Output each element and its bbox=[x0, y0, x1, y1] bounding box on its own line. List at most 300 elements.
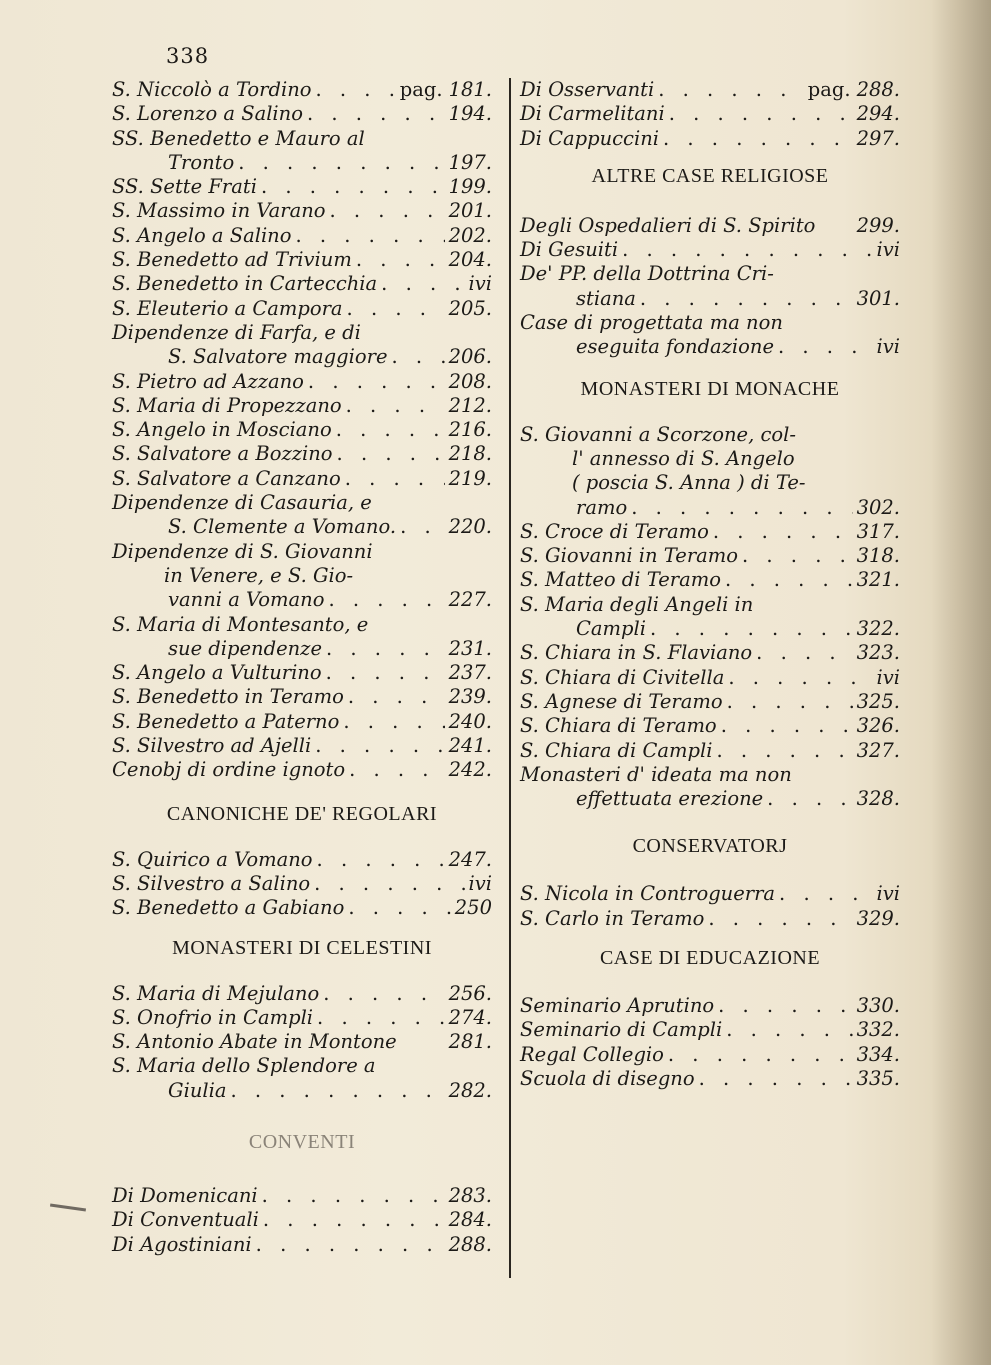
page-ref: 328. bbox=[856, 787, 900, 811]
entry-row bbox=[520, 714, 900, 738]
entry-page bbox=[449, 734, 492, 758]
entry-title: Di Gesuiti bbox=[520, 238, 619, 262]
index-entry bbox=[112, 418, 492, 442]
entry-page bbox=[857, 520, 900, 544]
entry-title: Degli Ospedalieri di S. Spirito bbox=[520, 213, 816, 237]
page-ref: 239. bbox=[448, 685, 492, 709]
page-ref: 302. bbox=[856, 495, 900, 519]
entry-title: S. Salvatore maggiore bbox=[168, 345, 388, 369]
entry-line: in Venere, e S. Gio- bbox=[164, 563, 354, 587]
page-number: 338 bbox=[166, 44, 210, 68]
leader-dots bbox=[699, 1067, 853, 1091]
entry-row bbox=[112, 175, 492, 199]
page-ref: 204. bbox=[448, 248, 492, 272]
entry-page bbox=[877, 666, 901, 690]
page-ref: 220. bbox=[448, 515, 492, 539]
column-divider bbox=[509, 78, 511, 1278]
entry-title: S. Angelo a Salino bbox=[112, 223, 292, 247]
entry-title: Tronto bbox=[168, 150, 235, 174]
index-entry bbox=[112, 982, 492, 1006]
entry-row bbox=[112, 515, 492, 539]
page-ref: 231. bbox=[448, 636, 492, 660]
entry-title: Seminario Aprutino bbox=[520, 994, 715, 1018]
entry-page bbox=[449, 710, 492, 734]
entry-line: Dipendenze di Farfa, e di bbox=[112, 320, 361, 344]
entry-page bbox=[449, 758, 492, 782]
leader-dots bbox=[337, 442, 445, 466]
index-entry bbox=[112, 1006, 492, 1030]
page-ref: 219. bbox=[448, 466, 492, 490]
entry-title: S. Quirico a Vomano bbox=[112, 847, 313, 871]
page-ref: 256. bbox=[448, 981, 492, 1005]
page-ref: ivi bbox=[468, 871, 492, 895]
entry-row bbox=[520, 496, 900, 520]
index-entry bbox=[520, 1067, 900, 1091]
page-ref: 294. bbox=[856, 102, 900, 126]
entry-title: Di Agostiniani bbox=[112, 1232, 252, 1256]
leader-dots bbox=[261, 175, 445, 199]
entry-title: S. Lorenzo a Salino bbox=[112, 102, 303, 126]
entry-title: S. Massimo in Varano bbox=[112, 199, 326, 223]
index-entry bbox=[112, 370, 492, 394]
entry-row bbox=[112, 467, 492, 491]
entry-page bbox=[857, 641, 900, 665]
leader-dots bbox=[668, 1043, 853, 1067]
page-ref: 281. bbox=[448, 1030, 492, 1054]
section-heading-altre-case: ALTRE CASE RELIGIOSE bbox=[591, 164, 829, 187]
leader-dots bbox=[316, 78, 396, 102]
index-entry bbox=[520, 262, 900, 311]
entry-title: Seminario di Campli bbox=[520, 1018, 723, 1042]
entry-row bbox=[112, 982, 492, 1006]
index-entry bbox=[520, 763, 900, 812]
index-entry bbox=[112, 321, 492, 370]
leader-dots bbox=[328, 588, 444, 612]
entry-row bbox=[520, 214, 900, 238]
entry-page bbox=[857, 1043, 900, 1067]
entry-title: S. Matteo di Teramo bbox=[520, 568, 721, 592]
leader-dots bbox=[262, 1184, 445, 1208]
page-ref: 318. bbox=[856, 544, 900, 568]
entry-page bbox=[449, 345, 492, 369]
entry-title: S. Silvestro a Salino bbox=[112, 871, 311, 895]
entry-row bbox=[520, 544, 900, 568]
section-heading-conservatorj: CONSERVATORJ bbox=[632, 835, 788, 858]
page-ref: ivi bbox=[876, 882, 900, 906]
leader-dots bbox=[346, 394, 445, 418]
page-ref: 332. bbox=[856, 1018, 900, 1042]
entry-row bbox=[112, 151, 492, 175]
leader-dots bbox=[767, 787, 852, 811]
leader-dots bbox=[640, 287, 853, 311]
entry-row bbox=[112, 345, 492, 369]
entry-title: S. Nicola in Controguerra bbox=[520, 882, 776, 906]
entry-title: S. Benedetto in Teramo bbox=[112, 685, 344, 709]
page-ref: 197. bbox=[448, 150, 492, 174]
page-ref: 297. bbox=[856, 126, 900, 150]
index-entry bbox=[112, 248, 492, 272]
page-ref: 283. bbox=[448, 1183, 492, 1207]
index-entry bbox=[112, 1054, 492, 1103]
leader-dots bbox=[307, 102, 445, 126]
entry-title: effettuata erezione bbox=[576, 787, 764, 811]
pencil-mark bbox=[50, 1204, 86, 1212]
index-entry bbox=[520, 1018, 900, 1042]
leader-dots bbox=[323, 982, 444, 1006]
leader-dots bbox=[400, 515, 445, 539]
entry-page bbox=[455, 896, 492, 920]
pag-label: pag. bbox=[399, 78, 443, 101]
entry-page bbox=[857, 907, 900, 931]
leader-dots bbox=[381, 272, 464, 296]
index-entry bbox=[520, 593, 900, 642]
index-entry bbox=[520, 907, 900, 931]
page-ref: 299. bbox=[856, 213, 900, 237]
index-entry bbox=[112, 613, 492, 662]
entry-row bbox=[112, 661, 492, 685]
entry-row bbox=[520, 739, 900, 763]
page-ref: 330. bbox=[856, 994, 900, 1018]
entry-title: S. Benedetto a Paterno bbox=[112, 709, 340, 733]
page-ref: 327. bbox=[856, 738, 900, 762]
entry-page bbox=[857, 127, 900, 151]
entry-row bbox=[520, 1043, 900, 1067]
entry-title: Campli bbox=[576, 617, 646, 641]
page-ref: ivi bbox=[876, 665, 900, 689]
index-entry bbox=[112, 896, 492, 920]
leader-dots bbox=[718, 994, 852, 1018]
leader-dots bbox=[330, 199, 445, 223]
page-ref: 329. bbox=[856, 906, 900, 930]
page-ref: 334. bbox=[856, 1042, 900, 1066]
entry-title: S. Angelo a Vulturino bbox=[112, 661, 322, 685]
index-entry bbox=[112, 467, 492, 491]
page-ref: 317. bbox=[856, 519, 900, 543]
entry-title: S. Pietro ad Azzano bbox=[112, 369, 304, 393]
page-ref: 288. bbox=[448, 1232, 492, 1256]
entry-title: stiana bbox=[576, 286, 636, 310]
entry-title: S. Agnese di Teramo bbox=[520, 689, 723, 713]
page-ref: 274. bbox=[448, 1005, 492, 1029]
entry-page bbox=[449, 1030, 492, 1054]
right-block-3 bbox=[520, 423, 900, 812]
index-entry bbox=[112, 1184, 492, 1208]
index-entry bbox=[112, 661, 492, 685]
entry-title: Di Osservanti bbox=[520, 78, 655, 101]
index-entry bbox=[520, 714, 900, 738]
page-ref: 227. bbox=[448, 588, 492, 612]
entry-row bbox=[520, 102, 900, 126]
entry-row bbox=[112, 394, 492, 418]
leader-dots bbox=[256, 1233, 445, 1257]
leader-dots bbox=[756, 641, 852, 665]
leader-dots bbox=[326, 637, 445, 661]
entry-row bbox=[112, 896, 492, 920]
entry-page bbox=[449, 848, 492, 872]
entry-row bbox=[112, 272, 492, 296]
entry-page bbox=[469, 272, 493, 296]
entry-page bbox=[449, 661, 492, 685]
entry-title: SS. Sette Frati bbox=[112, 175, 257, 199]
index-entry bbox=[112, 1233, 492, 1257]
index-entry bbox=[112, 710, 492, 734]
index-entry bbox=[112, 1208, 492, 1232]
index-entry bbox=[112, 127, 492, 176]
left-column bbox=[112, 78, 492, 1257]
entry-row bbox=[112, 1030, 492, 1054]
leader-dots bbox=[348, 896, 450, 920]
right-block-2 bbox=[520, 214, 900, 360]
entry-title: S. Giovanni in Teramo bbox=[520, 544, 739, 568]
entry-page bbox=[449, 982, 492, 1006]
entry-title: Di Conventuali bbox=[112, 1208, 259, 1232]
entry-title: S. Chiara di Civitella bbox=[520, 665, 725, 689]
entry-row bbox=[112, 199, 492, 223]
page-ref: 216. bbox=[448, 418, 492, 442]
entry-page bbox=[857, 496, 900, 520]
page-ref: 181. bbox=[448, 78, 492, 101]
entry-title: S. Croce di Teramo bbox=[520, 519, 709, 543]
leader-dots bbox=[317, 1006, 445, 1030]
page-ref: 205. bbox=[448, 296, 492, 320]
page-ref: 301. bbox=[856, 286, 900, 310]
entry-page bbox=[449, 442, 492, 466]
entry-line: S. Maria dello Splendore a bbox=[112, 1054, 376, 1078]
entry-title: S. Maria di Propezzano bbox=[112, 393, 342, 417]
index-entry bbox=[520, 690, 900, 714]
leader-dots bbox=[356, 248, 445, 272]
entry-row bbox=[520, 1067, 900, 1091]
entry-title: Cenobj di ordine ignoto bbox=[112, 758, 346, 782]
entry-title: S. Chiara in S. Flaviano bbox=[520, 641, 753, 665]
entry-row bbox=[112, 1079, 492, 1103]
entry-page bbox=[857, 617, 900, 641]
leader-dots bbox=[742, 544, 853, 568]
index-entry bbox=[112, 1030, 492, 1054]
page-ref: 202. bbox=[448, 223, 492, 247]
entry-page bbox=[877, 335, 901, 359]
index-entry bbox=[112, 272, 492, 296]
entry-row bbox=[520, 520, 900, 544]
leader-dots bbox=[314, 872, 464, 896]
entry-line: S. Maria di Montesanto, e bbox=[112, 612, 369, 636]
entry-page bbox=[449, 151, 492, 175]
leader-dots bbox=[721, 714, 853, 738]
entry-page bbox=[877, 882, 901, 906]
left-block-2 bbox=[112, 848, 492, 921]
leader-dots bbox=[708, 907, 852, 931]
entry-row bbox=[112, 872, 492, 896]
entry-page bbox=[449, 297, 492, 321]
entry-line: ( poscia S. Anna ) di Te- bbox=[572, 471, 806, 495]
page-ref: 242. bbox=[448, 758, 492, 782]
page-ref: 212. bbox=[448, 393, 492, 417]
entry-line: Case di progettata ma non bbox=[520, 311, 783, 335]
entry-page bbox=[857, 287, 900, 311]
entry-row bbox=[112, 78, 492, 102]
entry-line: De' PP. della Dottrina Cri- bbox=[520, 262, 774, 286]
entry-row bbox=[112, 370, 492, 394]
entry-line: l' annesso di S. Angelo bbox=[572, 446, 795, 470]
entry-row bbox=[520, 641, 900, 665]
entry-row bbox=[112, 297, 492, 321]
leader-dots bbox=[315, 734, 444, 758]
entry-row bbox=[520, 568, 900, 592]
index-entry bbox=[112, 872, 492, 896]
leader-dots bbox=[669, 102, 853, 126]
page-ref: 240. bbox=[448, 709, 492, 733]
page-ref: 201. bbox=[448, 199, 492, 223]
entry-row bbox=[520, 994, 900, 1018]
section-heading-conventi: CONVENTI bbox=[248, 1130, 356, 1153]
page-ref: ivi bbox=[876, 238, 900, 262]
entry-title: S. Onofrio in Campli bbox=[112, 1005, 314, 1029]
entry-title: S. Angelo in Mosciano bbox=[112, 418, 332, 442]
index-entry bbox=[112, 758, 492, 782]
entry-row bbox=[520, 666, 900, 690]
entry-page bbox=[449, 370, 492, 394]
index-entry bbox=[112, 394, 492, 418]
leader-dots bbox=[725, 568, 853, 592]
entry-page bbox=[449, 1079, 492, 1103]
leader-dots bbox=[317, 848, 445, 872]
page-edge-shadow bbox=[931, 0, 991, 1365]
index-entry bbox=[520, 520, 900, 544]
section-heading-educazione: CASE DI EDUCAZIONE bbox=[599, 947, 821, 970]
entry-page bbox=[449, 175, 492, 199]
entry-title: S. Chiara di Campli bbox=[520, 738, 713, 762]
leader-dots bbox=[326, 661, 445, 685]
entry-title: S. Salvatore a Bozzino bbox=[112, 442, 333, 466]
page-ref: 237. bbox=[448, 661, 492, 685]
leader-dots bbox=[336, 418, 445, 442]
leader-dots bbox=[658, 78, 804, 102]
entry-title: Di Domenicani bbox=[112, 1183, 258, 1207]
entry-row bbox=[520, 127, 900, 151]
entry-row bbox=[112, 1233, 492, 1257]
entry-page bbox=[877, 238, 901, 262]
leader-dots bbox=[779, 882, 872, 906]
index-entry bbox=[112, 102, 492, 126]
entry-row bbox=[520, 238, 900, 262]
entry-line: Dipendenze di Casauria, e bbox=[112, 491, 372, 515]
entry-page bbox=[857, 787, 900, 811]
entry-page bbox=[857, 214, 900, 238]
entry-title: S. Clemente a Vomano. bbox=[168, 515, 397, 539]
entry-page bbox=[857, 739, 900, 763]
entry-row bbox=[112, 588, 492, 612]
page-ref: 323. bbox=[856, 641, 900, 665]
index-entry bbox=[520, 568, 900, 592]
index-entry bbox=[112, 224, 492, 248]
leader-dots bbox=[349, 758, 445, 782]
page-ref: 335. bbox=[856, 1066, 900, 1090]
entry-page bbox=[449, 467, 492, 491]
leader-dots bbox=[263, 1208, 445, 1232]
index-entry bbox=[520, 666, 900, 690]
page-ref: 321. bbox=[856, 568, 900, 592]
index-entry bbox=[520, 1043, 900, 1067]
index-entry bbox=[520, 127, 900, 151]
entry-row bbox=[520, 787, 900, 811]
entry-title: sue dipendenze bbox=[168, 636, 323, 660]
leader-dots bbox=[308, 370, 445, 394]
entry-row bbox=[112, 734, 492, 758]
leader-dots bbox=[348, 685, 445, 709]
pag-label: pag. bbox=[807, 78, 851, 101]
entry-row bbox=[112, 248, 492, 272]
page-ref: 247. bbox=[448, 847, 492, 871]
index-entry bbox=[112, 199, 492, 223]
page-ref: 325. bbox=[856, 689, 900, 713]
entry-row bbox=[112, 710, 492, 734]
left-block-4 bbox=[112, 1184, 492, 1257]
index-entry bbox=[112, 848, 492, 872]
entry-row bbox=[112, 1208, 492, 1232]
index-entry bbox=[520, 994, 900, 1018]
entry-page bbox=[449, 394, 492, 418]
page-ref: 241. bbox=[448, 734, 492, 758]
right-block-5 bbox=[520, 994, 900, 1091]
entry-title: S. Niccolò a Tordino bbox=[112, 78, 312, 101]
index-entry bbox=[520, 739, 900, 763]
entry-row bbox=[520, 1018, 900, 1042]
section-heading-celestini: MONASTERI DI CELESTINI bbox=[172, 936, 432, 959]
entry-row bbox=[112, 224, 492, 248]
entry-row bbox=[520, 690, 900, 714]
entry-page bbox=[449, 685, 492, 709]
leader-dots bbox=[726, 1018, 852, 1042]
index-entry bbox=[112, 540, 492, 613]
entry-page bbox=[449, 1006, 492, 1030]
entry-row bbox=[520, 617, 900, 641]
entry-title: S. Benedetto a Gabiano bbox=[112, 896, 345, 920]
entry-title: Di Carmelitani bbox=[520, 102, 665, 126]
page-ref: 282. bbox=[448, 1078, 492, 1102]
entry-title: Regal Collegio bbox=[520, 1042, 664, 1066]
leader-dots bbox=[716, 739, 852, 763]
entry-page bbox=[449, 418, 492, 442]
entry-title: S. Carlo in Teramo bbox=[520, 906, 705, 930]
leader-dots bbox=[295, 224, 444, 248]
leader-dots bbox=[727, 690, 853, 714]
leader-dots bbox=[238, 151, 444, 175]
page-ref: 218. bbox=[448, 442, 492, 466]
entry-page bbox=[857, 714, 900, 738]
left-block-3 bbox=[112, 982, 492, 1103]
entry-page bbox=[857, 690, 900, 714]
section-heading-monache: MONASTERI DI MONACHE bbox=[580, 377, 840, 400]
index-entry bbox=[520, 423, 900, 520]
entry-row bbox=[112, 102, 492, 126]
entry-page bbox=[400, 78, 492, 102]
index-entry bbox=[520, 882, 900, 906]
page-ref: 194. bbox=[448, 102, 492, 126]
entry-row bbox=[112, 848, 492, 872]
entry-row bbox=[112, 418, 492, 442]
page-ref: 199. bbox=[448, 175, 492, 199]
entry-page bbox=[449, 248, 492, 272]
right-block-4 bbox=[520, 882, 900, 931]
entry-title: S. Silvestro ad Ajelli bbox=[112, 734, 312, 758]
page-ref: 288. bbox=[856, 78, 900, 101]
entry-title: Scuola di disegno bbox=[520, 1066, 695, 1090]
leader-dots bbox=[728, 666, 872, 690]
entry-row bbox=[112, 758, 492, 782]
entry-line: S. Maria degli Angeli in bbox=[520, 592, 754, 616]
page-ref: 206. bbox=[448, 345, 492, 369]
entry-page bbox=[857, 544, 900, 568]
